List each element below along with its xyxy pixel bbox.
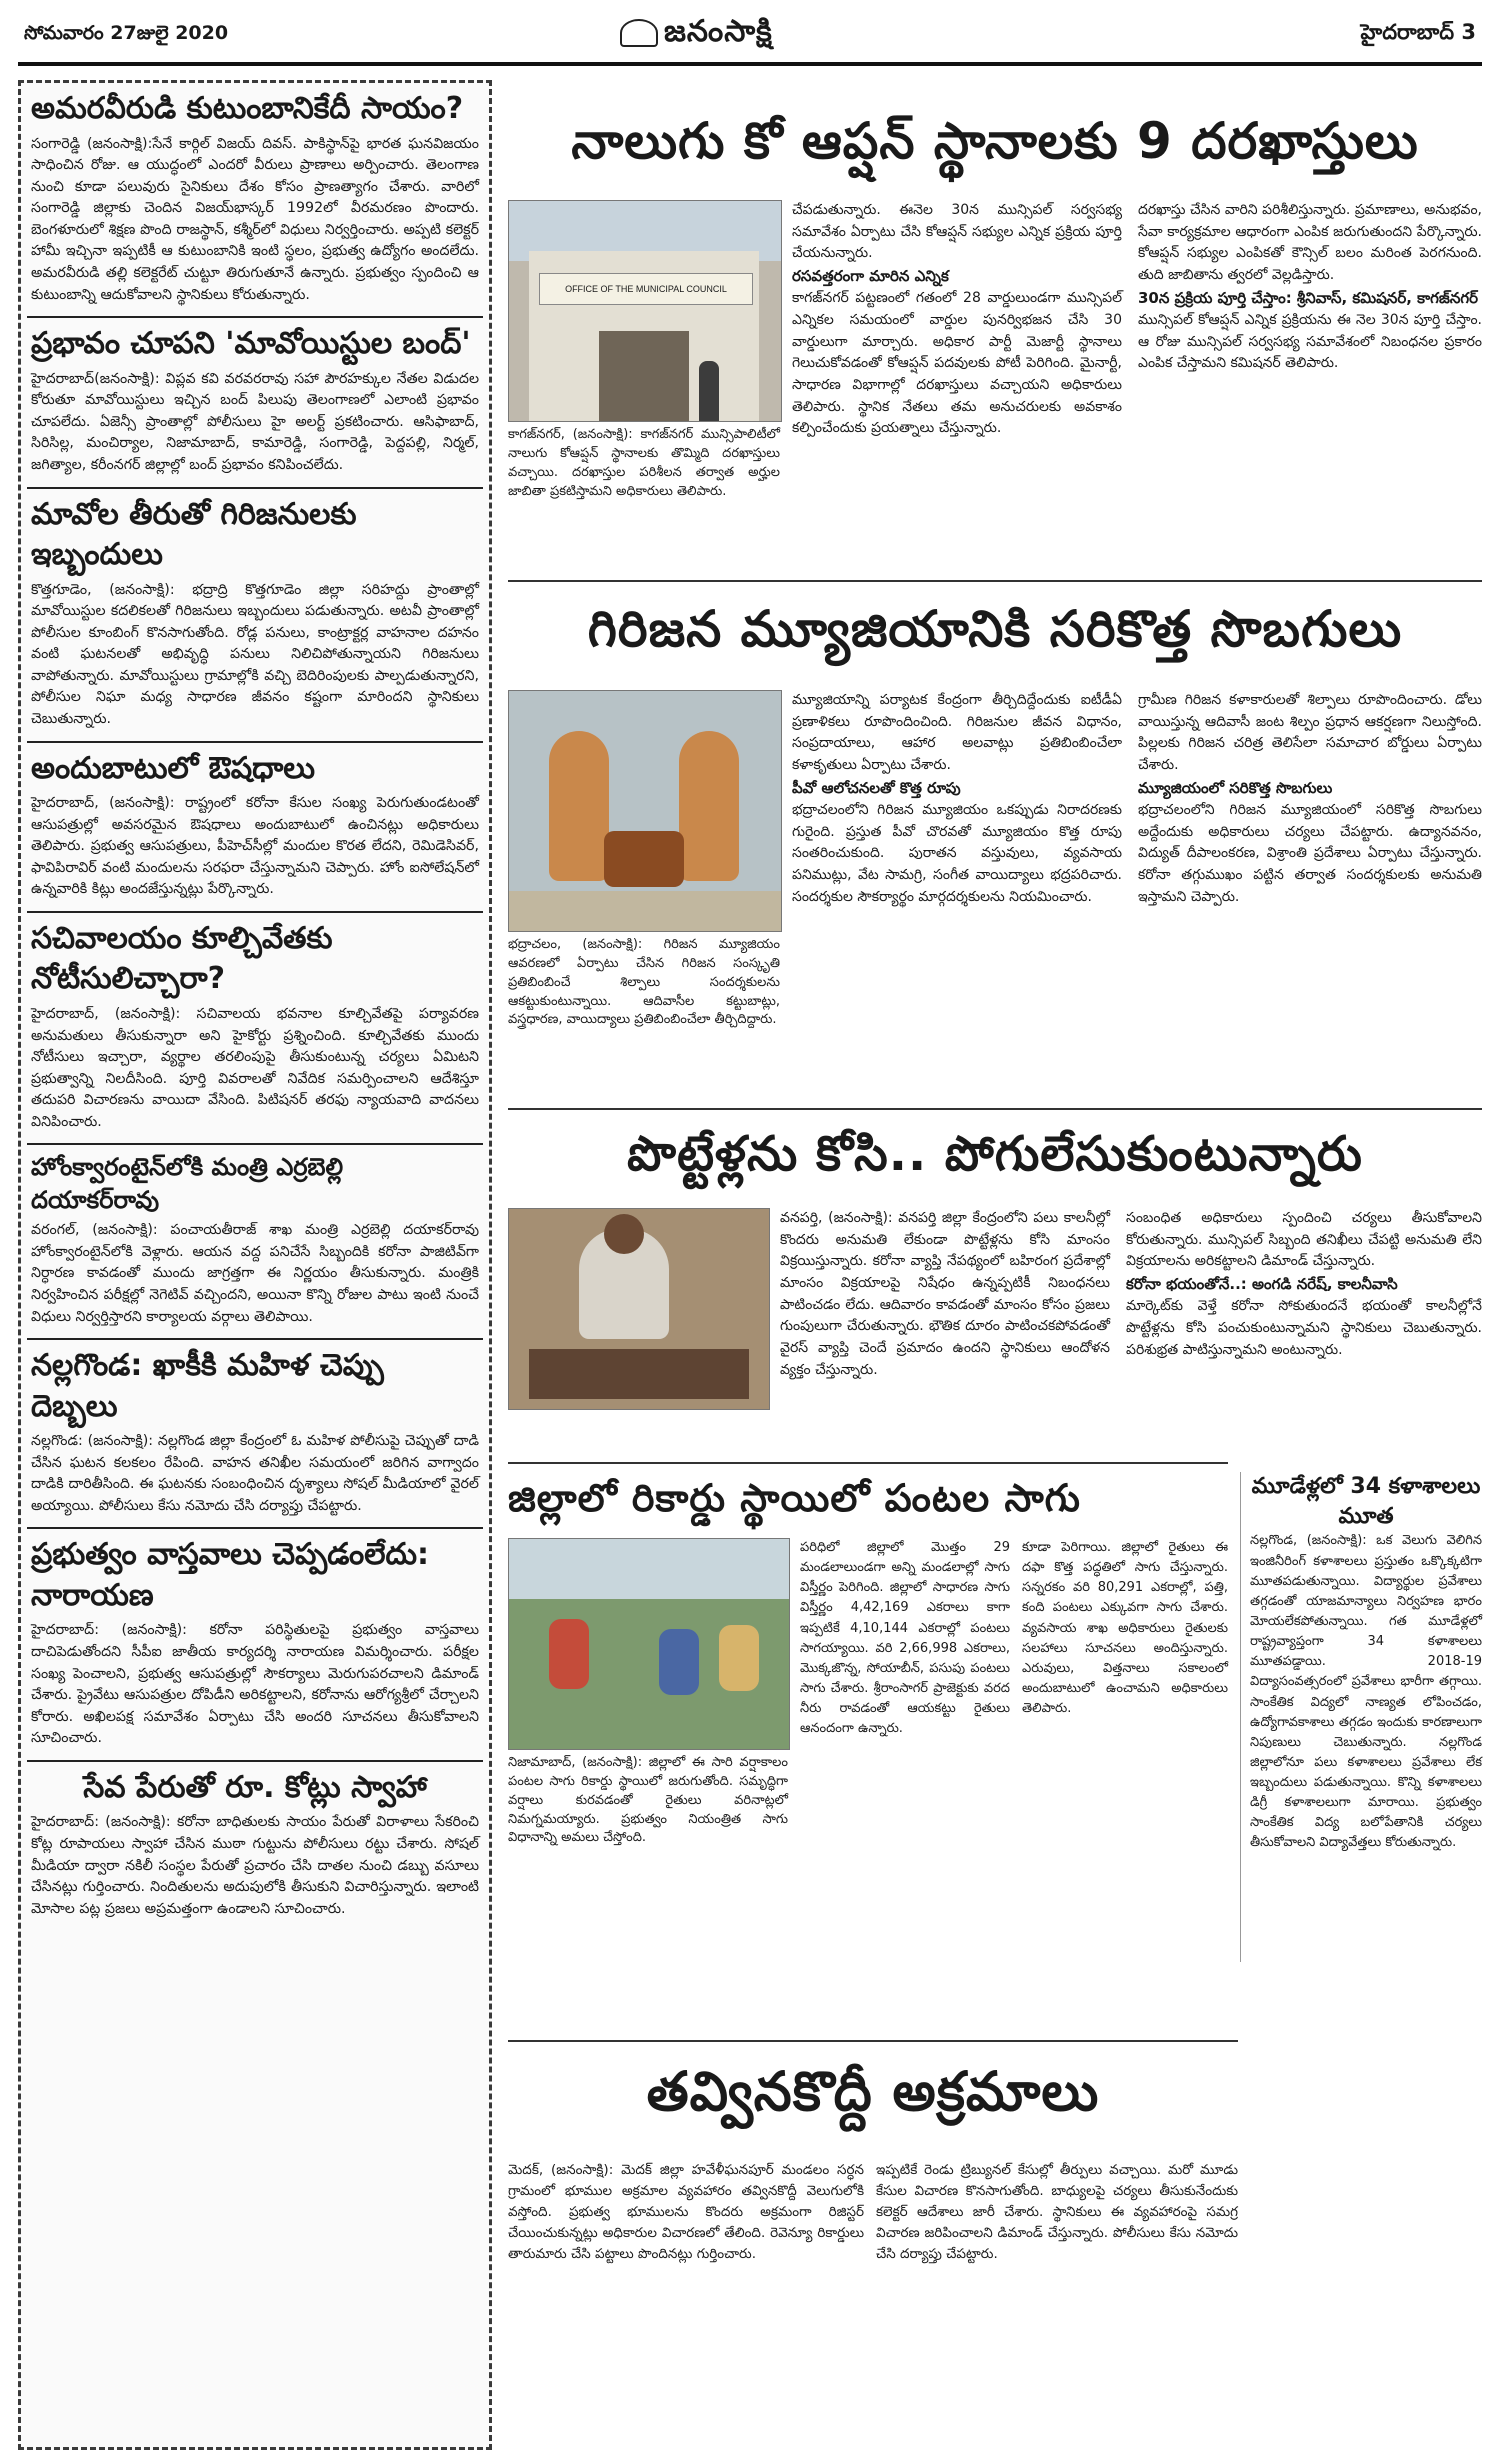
side-headline-9: సేవ పేరుతో రూ. కోట్లు స్వాహా <box>27 1760 483 1811</box>
office-signboard: OFFICE OF THE MUNICIPAL COUNCIL <box>539 273 753 305</box>
irregularities-col1: మెదక్, (జనంసాక్షి): మెదక్ జిల్లా హవేళీఘనపూర్ మండలం సర్ధన గ్రామంలో భూముల అక్రమాల వ్యవహారం తవ్వినకొద్దీ వెలుగులోకి వస్తోంది. ప్రభుత్వ భూములను కొందరు అక్రమంగా రిజిస్టర్ చేయించుకున్నట్లు అధికారుల విచారణలో తేలింది. రెవెన్యూ రికార్డులు తారుమారు చేసి పట్టాలు పొందినట్లు గుర్తించారు. <box>508 2162 864 2262</box>
side-headline-1: అమరవీరుడి కుటుంబానికేదీ సాయం? <box>31 91 464 126</box>
side-body-9: హైదరాబాద్: (జనంసాక్షి): కరోనా బాధితులకు సాయం పేరుతో విరాళాలు సేకరించి కోట్ల రూపాయలు స్వాహా చేసిన ముఠా గుట్టును పోలీసులు రట్టు చేశారు. సోషల్ మీడియా ద్వారా నకిలీ సంస్థల పేరుతో ప్రచారం చేసి దాతల నుంచి డబ్బు వసూలు చేసినట్లు గుర్తించారు. నిందితులను అదుపులోకి తీసుకుని విచారిస్తున్నారు. ఇలాంటి మోసాల పట్ల ప్రజలు అప్రమత్తంగా ఉండాలని సూచించారు. <box>31 1814 479 1917</box>
mutton-col2b: మార్కెట్‌కు వెళ్తే కరోనా సోకుతుందనే భయంతో కాలనీల్లోనే పొట్టేళ్లను కోసి పంచుకుంటున్నామని స్థానికులు చెబుతున్నారు. పరిశుభ్రత పాటిస్తున్నామని అంటున్నారు. <box>1126 1298 1482 1358</box>
paddy-field-photo <box>508 1538 790 1750</box>
box-divider <box>1240 1472 1241 1962</box>
side-headline-4: అందుబాటులో ఔషధాలు <box>27 741 483 792</box>
municipal-office-photo <box>508 200 782 422</box>
side-body-6: వరంగల్, (జనంసాక్షి): పంచాయతీరాజ్ శాఖ మంత్రి ఎర్రబెల్లి దయాకర్‌రావు హోంక్వారంటైన్‌లోకి వెళ్లారు. ఆయన వద్ద పనిచేసే సిబ్బందికి కరోనా పాజిటివ్‌గా నిర్ధారణ కావడంతో ముందు జాగ్రత్తగా ఈ నిర్ణయం తీసుకున్నారు. మంత్రికి నిర్వహించిన పరీక్షల్లో నెగెటివ్ వచ్చిందని, అయినా కొన్ని రోజుల పాటు ఇంటి నుంచే విధులు నిర్వర్తిస్తారని కార్యాలయ వర్గాలు తెలిపాయి. <box>31 1222 479 1325</box>
meat-seller-photo <box>508 1208 770 1410</box>
headline-tribal-museum: గిరిజన మ్యూజియానికి సరికొత్త సొబగులు <box>587 600 1403 658</box>
crops-col1: పరిధిలో జిల్లాలో మొత్తం 29 మండలాలుండగా అన్ని మండలాల్లో సాగు విస్తీర్ణం పెరిగింది. జిల్లాలో సాధారణ సాగు విస్తీర్ణం 4,42,169 ఎకరాలు కాగా ఇప్పటికే 4,10,144 ఎకరాల్లో పంటలు సాగయ్యాయి. వరి 2,66,998 ఎకరాలు, మొక్కజొన్న, సోయాబీన్, పసుపు పంటలు సాగు చేశారు. శ్రీరాంసాగర్ ప్రాజెక్టుకు వరద నీరు రావడంతో ఆయకట్టు రైతులు ఆనందంగా ఉన్నారు. <box>800 1540 1010 1737</box>
side-body-1: సంగారెడ్డి (జనంసాక్షి):సేనే కార్గిల్ విజయ్ దివస్. పాకిస్థాన్‌పై భారత ఘనవిజయం సాధించిన రోజు. ఆ యుద్ధంలో ఎందరో వీరులు ప్రాణాలు అర్పించారు. తెలంగాణ నుంచి కూడా పలువురు సైనికులు దేశం కోసం ప్రాణత్యాగం చేశారు. వారిలో సంగారెడ్డి జిల్లాకు చెందిన విజయ్‌భాస్కర్ 1992లో వీరమరణం పొందారు. బెంగళూరులో శిక్షణ పొంది రాజస్థాన్, కశ్మీర్‌లో విధులు నిర్వర్తించారు. అప్పటి కలెక్టర్ హామీ ఇచ్చినా ఇప్పటికీ ఆ కుటుంబానికి ఇంటి స్థలం, ప్రభుత్వ ఉద్యోగం అందలేదు. అమరవీరుడి తల్లి కలెక్టరేట్ చుట్టూ తిరుగుతూనే ఉన్నారు. ప్రభుత్వం స్పందించి ఆ కుటుంబాన్ని ఆదుకోవాలని స్థానికులు కోరుతున్నారు. <box>31 135 479 303</box>
museum-col2: గ్రామీణ గిరిజన కళాకారులతో శిల్పాలు రూపొందించారు. డోలు వాయిస్తున్న ఆదివాసీ జంట శిల్పం ప్రధాన ఆకర్షణగా నిలుస్తోంది. పిల్లలకు గిరిజన చరిత్ర తెలిసేలా సమాచార బోర్డులు ఏర్పాటు చేశారు. <box>1138 692 1482 774</box>
side-headline-3: మావోల తీరుతో గిరిజనులకు ఇబ్బందులు <box>27 487 483 578</box>
side-body-5: హైదరాబాద్, (జనంసాక్షి): సచివాలయ భవనాల కూల్చివేతపై పర్యావరణ అనుమతులు తీసుకున్నారా అని హైకోర్టు ప్రశ్నించింది. కూల్చివేతకు ముందు నోటీసులు ఇచ్చారా, వ్యర్థాల తరలింపుపై తీసుకుంటున్న చర్యలు ఏమిటని ప్రభుత్వాన్ని నిలదీసింది. పూర్తి వివరాలతో నివేదిక సమర్పించాలని ఆదేశిస్తూ తదుపరి విచారణను వాయిదా వేసింది. పిటిషనర్ తరఫు న్యాయవాది వాదనలు వినిపించారు. <box>31 1005 479 1130</box>
colleges-box <box>1250 1472 1482 1854</box>
headline-irregularities: తవ్వినకొద్దీ అక్రమాలు <box>646 2060 1100 2123</box>
issue-date: సోమవారం 27జులై 2020 <box>24 22 229 44</box>
cooption-col2: దరఖాస్తు చేసిన వారిని పరిశీలిస్తున్నారు. ప్రమాణాలు, అనుభవం, సేవా కార్యక్రమాల ఆధారంగా ఎంపిక జరుగుతుందని పేర్కొన్నారు. కోఆప్షన్ సభ్యుల ఎంపికతో కౌన్సిల్ బలం మరింత పెరగనుంది. తుది జాబితాను త్వరలో వెల్లడిస్తారు. <box>1138 202 1482 284</box>
side-body-2: హైదరాబాద్‌(జనంసాక్షి): విప్లవ కవి వరవరరావు సహా పౌరహక్కుల నేతల విడుదల కోరుతూ మావోయిస్టులు ఇచ్చిన బంద్ పిలుపు తెలంగాణలో ఎలాంటి ప్రభావం చూపలేదు. ఏజెన్సీ ప్రాంతాల్లో పోలీసులు హై అలర్ట్ ప్రకటించారు. ఆసిఫాబాద్, సిరిసిల్ల, మంచిర్యాల, నిజామాబాద్, కామారెడ్డి, సంగారెడ్డి, పెద్దపల్లి, నిర్మల్, జగిత్యాల, కరీంనగర్ జిల్లాల్లో బంద్ ప్రభావం కనిపించలేదు. <box>31 370 479 473</box>
headline-mutton: పొట్టేళ్లను కోసి.. పోగులేసుకుంటున్నారు <box>627 1126 1363 1182</box>
irregularities-col2: ఇప్పటికే రెండు ట్రిబ్యునల్ కేసుల్లో తీర్పులు వచ్చాయి. మరో మూడు కేసుల విచారణ కొనసాగుతోంది. బాధ్యులపై చర్యలు తీసుకునేందుకు కలెక్టర్ ఆదేశాలు జారీ చేశారు. స్థానికులు ఈ వ్యవహారంపై సమగ్ర విచారణ జరిపించాలని డిమాండ్ చేస్తున్నారు. పోలీసులు కేసు నమోదు చేసి దర్యాప్తు చేపట్టారు. <box>876 2162 1238 2262</box>
logo-icon <box>620 19 658 47</box>
tribal-sculpture-photo <box>508 690 782 932</box>
divider-4 <box>508 2040 1238 2042</box>
colleges-body: నల్లగొండ, (జనంసాక్షి): ఒక వెలుగు వెలిగిన ఇంజినీరింగ్ కళాశాలలు ప్రస్తుతం ఒక్కొక్కటిగా మూతపడుతున్నాయి. విద్యార్థుల ప్రవేశాలు తగ్గడంతో యాజమాన్యాలు నిర్వహణ భారం మోయలేకపోతున్నాయి. గత మూడేళ్లలో రాష్ట్రవ్యాప్తంగా 34 కళాశాలలు మూతపడ్డాయి. 2018-19 విద్యాసంవత్సరంలో ప్రవేశాలు భారీగా తగ్గాయి. సాంకేతిక విద్యలో నాణ్యత లోపించడం, ఉద్యోగావకాశాలు తగ్గడం ఇందుకు కారణాలుగా నిపుణులు చెబుతున్నారు. నల్లగొండ జిల్లాలోనూ పలు కళాశాలలు ప్రవేశాలు లేక ఇబ్బందులు పడుతున్నాయి. కొన్ని కళాశాలలు డిగ్రీ కళాశాలలుగా మారాయి. ప్రభుత్వం సాంకేతిక విద్య బలోపేతానికి చర్యలు తీసుకోవాలని విద్యావేత్తలు కోరుతున్నారు. <box>1250 1533 1482 1851</box>
museum-photo-caption: భద్రాచలం, (జనంసాక్షి): గిరిజన మ్యూజియం ఆవరణలో ఏర్పాటు చేసిన గిరిజన సంస్కృతి ప్రతిబింబించే శిల్పాలు సందర్శకులను ఆకట్టుకుంటున్నాయి. ఆదివాసీల కట్టుబాట్లు, వస్త్రధారణ, వాయిద్యాలు ప్రతిబింబించేలా తీర్చిదిద్దారు. <box>508 937 780 1028</box>
museum-col1b: భద్రాచలంలోని గిరిజన మ్యూజియం ఒకప్పుడు నిరాదరణకు గురైంది. ప్రస్తుత పీవో చొరవతో మ్యూజియం కొత్త రూపు సంతరించుకుంది. పురాతన వస్తువులు, వ్యవసాయ పనిముట్లు, వేట సామగ్రి, సంగీత వాయిద్యాలు భద్రపరిచారు. సందర్శకుల సౌకర్యార్థం మార్గదర్శకులను నియమించారు. <box>792 802 1122 905</box>
museum-col1-subhead: పీవో ఆలోచనలతో కొత్త రూపు <box>792 778 961 797</box>
cooption-col1b: కాగజ్‌నగర్ పట్టణంలో గతంలో 28 వార్డులుండగా మున్సిపల్ ఎన్నికల సమయంలో వార్డుల పునర్విభజన చేసి 30 వార్డులుగా మార్చారు. అధికార పార్టీ మెజార్టీ స్థానాలు గెలుచుకోవడంతో కోఆప్షన్ పదవులకు పోటీ పెరిగింది. మైనార్టీ, సాధారణ విభాగాల్లో దరఖాస్తులు వచ్చాయని అధికారులు తెలిపారు. స్థానిక నేతలు తమ అనుచరులకు అవకాశం కల్పించేందుకు ప్రయత్నాలు చేస్తున్నారు. <box>792 290 1122 437</box>
crops-photo-caption: నిజామాబాద్, (జనంసాక్షి): జిల్లాలో ఈ సారి వర్షాకాలం పంటల సాగు రికార్డు స్థాయిలో జరుగుతోంది. సమృద్ధిగా వర్షాలు కురవడంతో రైతులు వరినాట్లలో నిమగ్నమయ్యారు. ప్రభుత్వం నియంత్రిత సాగు విధానాన్ని అమలు చేస్తోంది. <box>508 1755 788 1846</box>
left-news-column <box>18 80 492 2450</box>
cooption-col2b: మున్సిపల్ కోఆప్షన్ ఎన్నిక ప్రక్రియను ఈ నెల 30న పూర్తి చేస్తాం. ఆ రోజు మున్సిపల్ సర్వసభ్య సమావేశంలో నిబంధనల ప్రకారం ఎంపిక చేస్తామని కమిషనర్ తెలిపారు. <box>1138 312 1482 372</box>
side-headline-5: సచివాలయం కూల్చివేతకు నోటీసులిచ్చారా? <box>27 911 483 1002</box>
mutton-col2-subhead: కరోనా భయంతోనే..: అంగడి నరేష్, కాలనీవాసి <box>1126 1275 1398 1294</box>
museum-col1: మ్యూజియాన్ని పర్యాటక కేంద్రంగా తీర్చిదిద్దేందుకు ఐటీడీఏ ప్రణాళికలు రూపొందించింది. గిరిజనుల జీవన విధానం, సంప్రదాయాలు, ఆహార అలవాట్లు ప్రతిబింబించేలా కళాకృతులు ఏర్పాటు చేశారు. <box>792 692 1122 774</box>
side-body-7: నల్లగొండ: (జనంసాక్షి): నల్లగొండ జిల్లా కేంద్రంలో ఓ మహిళ పోలీసుపై చెప్పుతో దాడి చేసిన ఘటన కలకలం రేపింది. వాహన తనిఖీల సమయంలో జరిగిన వాగ్వాదం దాడికి దారితీసింది. ఈ ఘటనకు సంబంధించిన దృశ్యాలు సోషల్ మీడియాలో వైరల్ అయ్యాయి. పోలీసులు కేసు నమోదు చేసి దర్యాప్తు చేపట్టారు. <box>31 1433 479 1514</box>
masthead-divider <box>18 62 1482 66</box>
brand-name: జనంసాక్షి <box>664 14 773 49</box>
side-body-8: హైదరాబాద్: (జనంసాక్షి): కరోనా పరిస్థితులపై ప్రభుత్వం వాస్తవాలు దాచిపెడుతోందని సీపీఐ జాతీయ కార్యదర్శి నారాయణ విమర్శించారు. పరీక్షల సంఖ్య పెంచాలని, ప్రభుత్వ ఆసుపత్రుల్లో సౌకర్యాలు మెరుగుపరచాలని డిమాండ్ చేశారు. ప్రైవేటు ఆసుపత్రుల దోపిడీని అరికట్టాలని, కరోనాను ఆరోగ్యశ్రీలో చేర్చాలని కోరారు. అఖిలపక్ష సమావేశం ఏర్పాటు చేసి అందరి సూచనలు తీసుకోవాలని సూచించారు. <box>31 1622 479 1747</box>
side-body-4: హైదరాబాద్, (జనంసాక్షి): రాష్ట్రంలో కరోనా కేసుల సంఖ్య పెరుగుతుండటంతో ఆసుపత్రుల్లో అవసరమైన ఔషధాలు అందుబాటులో ఉంచినట్లు అధికారులు తెలిపారు. ప్రభుత్వ ఆసుపత్రులు, పీహెచ్‌సీల్లో మందుల కొరత లేదని, రెమిడెసివర్, ఫావిపిరావిర్ వంటి మందులను సరఫరా చేస్తున్నామని చెప్పారు. హోం ఐసోలేషన్‌లో ఉన్నవారికి కిట్లు అందజేస్తున్నట్లు పేర్కొన్నారు. <box>31 795 479 898</box>
side-headline-7: నల్లగొండ: ఖాకీకి మహిళ చెప్పు దెబ్బలు <box>27 1338 483 1429</box>
divider-3 <box>508 1462 1228 1464</box>
headline-crops: జిల్లాలో రికార్డు స్థాయిలో పంటల సాగు <box>508 1476 1081 1520</box>
cooption-col1: చేపడుతున్నారు. ఈనెల 30న మున్సిపల్ సర్వసభ్య సమావేశం ఏర్పాటు చేసి కోఆప్షన్ సభ్యుల ఎన్నిక ప్రక్రియ పూర్తి చేయనున్నారు. <box>792 202 1122 262</box>
cooption-photo-caption: కాగజ్‌నగర్, (జనంసాక్షి): కాగజ్‌నగర్ మున్సిపాలిటీలో నాలుగు కోఆప్షన్ స్థానాలకు తొమ్మిది దరఖాస్తులు వచ్చాయి. దరఖాస్తుల పరిశీలన తర్వాత అర్హుల జాబితా ప్రకటిస్తామని అధికారులు తెలిపారు. <box>508 427 780 499</box>
side-body-3: కొత్తగూడెం, (జనంసాక్షి): భద్రాద్రి కొత్తగూడెం జిల్లా సరిహద్దు ప్రాంతాల్లో మావోయిస్టుల కదలికలతో గిరిజనులు ఇబ్బందులు పడుతున్నారు. అటవీ ప్రాంతాల్లో పోలీసుల కూంబింగ్ కొనసాగుతోంది. రోడ్ల పనులు, కాంట్రాక్టర్ల వాహనాల దహనం వంటి ఘటనలతో అభివృద్ధి పనులు నిలిచిపోతున్నాయని గిరిజనులు వాపోతున్నారు. మావోయిస్టులు గ్రామాల్లోకి వచ్చి బెదిరింపులకు పాల్పడుతున్నారని, పోలీసుల నిఘా మధ్య సాధారణ జీవనం కష్టంగా మారిందని స్థానికులు చెబుతున్నారు. <box>31 581 479 727</box>
divider-2 <box>508 1108 1482 1110</box>
masthead <box>0 0 1500 62</box>
side-headline-6: హోంక్వారంటైన్‌లోకి మంత్రి ఎర్రబెల్లి దయాకర్‌రావు <box>27 1143 483 1218</box>
mutton-col2: సంబంధిత అధికారులు స్పందించి చర్యలు తీసుకోవాలని కోరుతున్నారు. మున్సిపల్ సిబ్బంది తనిఖీలు చేపట్టి అనుమతి లేని విక్రయాలను అరికట్టాలని డిమాండ్ చేస్తున్నారు. <box>1126 1210 1482 1270</box>
museum-col2-subhead: మ్యూజియంలో సరికొత్త సొబగులు <box>1138 778 1333 797</box>
page-number: హైదరాబాద్ 3 <box>1360 20 1476 44</box>
colleges-headline: మూడేళ్లలో 34 కళాశాలలు మూత <box>1251 1474 1481 1529</box>
cooption-col2-subhead: 30న ప్రక్రియ పూర్తి చేస్తాం: శ్రీనివాస్, కమిషనర్, కాగజ్‌నగర్ <box>1138 288 1479 307</box>
side-headline-8: ప్రభుత్వం వాస్తవాలు చెప్పడంలేదు: నారాయణ <box>27 1527 483 1618</box>
cooption-col1-subhead: రసవత్తరంగా మారిన ఎన్నిక <box>792 267 949 286</box>
side-headline-2: ప్రభావం చూపని 'మావోయిస్టుల బంద్' <box>27 316 483 367</box>
newspaper-logo <box>620 14 773 56</box>
headline-cooption: నాలుగు కో ఆప్షన్ స్థానాలకు 9 దరఖాస్తులు <box>571 112 1419 170</box>
divider-1 <box>508 580 1482 582</box>
mutton-col1: వనపర్తి, (జనంసాక్షి): వనపర్తి జిల్లా కేంద్రంలోని పలు కాలనీల్లో కొందరు అనుమతి లేకుండా పొట్టేళ్లను కోసి మాంసం విక్రయిస్తున్నారు. కరోనా వ్యాప్తి నేపథ్యంలో బహిరంగ ప్రదేశాల్లో మాంసం విక్రయాలపై నిషేధం ఉన్నప్పటికీ నిబంధనలు పాటించడం లేదు. ఆదివారం కావడంతో మాంసం కోసం ప్రజలు గుంపులుగా చేరుతున్నారు. భౌతిక దూరం పాటించకపోవడంతో వైరస్ వ్యాప్తి చెందే ప్రమాదం ఉందని స్థానికులు ఆందోళన వ్యక్తం చేస్తున్నారు. <box>780 1210 1110 1378</box>
crops-col2: కూడా పెరిగాయి. జిల్లాలో రైతులు ఈ దఫా కొత్త పద్ధతిలో సాగు చేస్తున్నారు. సన్నరకం వరి 80,291 ఎకరాల్లో, పత్తి, కంది పంటలు ఎక్కువగా సాగు చేశారు. వ్యవసాయ శాఖ అధికారులు రైతులకు సలహాలు సూచనలు అందిస్తున్నారు. ఎరువులు, విత్తనాలు సకాలంలో అందుబాటులో ఉంచామని అధికారులు తెలిపారు. <box>1022 1540 1228 1717</box>
museum-col2b: భద్రాచలంలోని గిరిజన మ్యూజియంలో సరికొత్త సొబగులు అద్దేందుకు అధికారులు చర్యలు చేపట్టారు. ఉద్యానవనం, విద్యుత్ దీపాలంకరణ, విశ్రాంతి ప్రదేశాలు ఏర్పాటు చేస్తున్నారు. కరోనా తగ్గుముఖం పట్టిన తర్వాత సందర్శకులకు అనుమతి ఇస్తామని చెప్పారు. <box>1138 802 1482 905</box>
